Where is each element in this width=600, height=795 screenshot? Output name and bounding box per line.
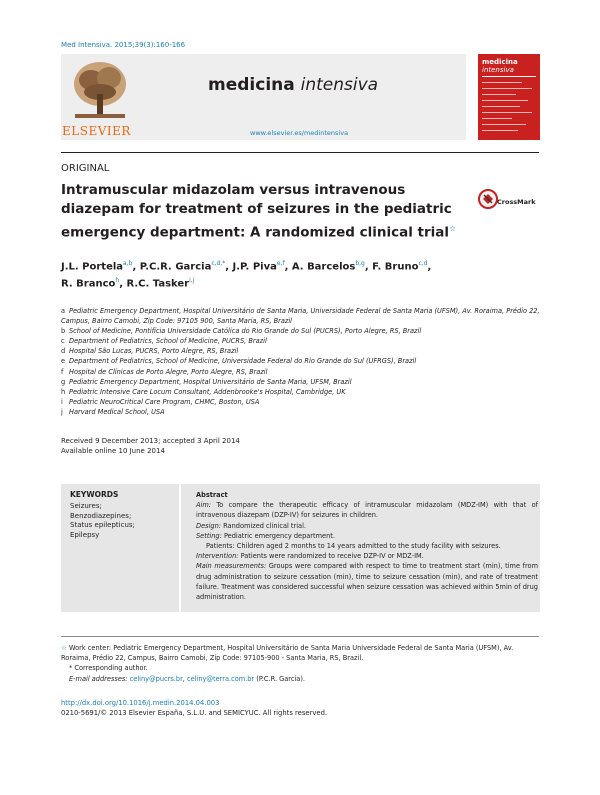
affiliation-text: Pediatric Intensive Care Locum Consultant, Addenbrooke's Hospital, Cambridge, UK [69, 387, 346, 396]
abstract-patients: Patients: Children aged 2 months to 14 years admitted to the study facility with seizures. [206, 542, 501, 551]
email-separator: , [182, 674, 187, 683]
author-separator: , [284, 261, 292, 273]
affiliation-text: Harvard Medical School, USA [69, 407, 165, 416]
work-center-text: Work center: Pediatric Emergency Department, Hospital Universitário de Santa Maria Universidade Federal de Santa Maria (UFSM), Av. Roraima, Prédio 22, Campus, Bairro Camobi, Zip Code: 97105-900 - Santa Maria, RS, Brazil. [61, 644, 514, 663]
keyword-item: Epilepsy [70, 530, 100, 539]
author-separator: , [225, 261, 233, 273]
design-label: Design: [196, 521, 221, 530]
journal-citation: Med Intensiva. 2015;39(3):160-166 [61, 41, 186, 49]
author-affiliation-mark[interactable]: b,g [355, 260, 365, 267]
cover-title-line1: medicina [482, 58, 518, 66]
author-name: R. Branco [61, 278, 116, 290]
online-date: Available online 10 June 2014 [61, 447, 165, 455]
journal-url-link[interactable]: www.elsevier.es/medintensiva [250, 129, 349, 137]
author-affiliation-mark[interactable]: i,j [189, 277, 195, 285]
setting-label: Setting: [196, 531, 222, 540]
cover-rule [482, 76, 536, 77]
cover-title [482, 58, 518, 74]
email-note [61, 674, 541, 684]
journal-title-bold: medicina [208, 75, 301, 95]
work-center-note [61, 643, 541, 663]
cover-title-line2: intensiva [482, 66, 514, 74]
author-affiliation-mark[interactable]: c,d,* [211, 260, 226, 267]
journal-title [208, 75, 378, 95]
abstract-heading: Abstract [196, 491, 228, 499]
affiliation-text: Pediatric NeuroCritical Care Program, CHMC, Boston, USA [69, 397, 260, 406]
affiliation-item [61, 326, 541, 336]
intervention-label: Intervention: [196, 552, 239, 561]
affiliation-item [61, 356, 541, 366]
author-name: J.L. Portela [61, 261, 124, 273]
affiliation-text: Pediatric Emergency Department, Hospital Universitário de Santa Maria, UFSM, Brazil [69, 377, 352, 386]
footnote-divider [61, 636, 539, 637]
article-dates [61, 436, 240, 456]
affiliation-label: i [61, 397, 63, 406]
affiliation-text: Hospital de Clínicas de Porto Alegre, Porto Alegre, RS, Brazil [69, 367, 268, 376]
author-affiliation-mark[interactable]: c,d [418, 260, 428, 267]
author-affiliation-mark[interactable]: h [115, 277, 120, 285]
abstract-aim [196, 500, 538, 520]
crossmark-label[interactable]: CrossMark [497, 198, 536, 206]
author-name: A. Barcelos [291, 261, 356, 273]
affiliation-item [61, 407, 541, 417]
email-tail: (P.C.R. Garcia). [254, 674, 306, 683]
author-name: J.P. Piva [232, 261, 277, 273]
keywords-list [70, 502, 135, 540]
abstract-intervention [196, 551, 538, 561]
affiliation-text: School of Medicine, Pontifícia Universidade Católica do Rio Grande do Sul (PUCRS), Porto Alegre, RS, Brazil [69, 327, 422, 336]
abstract-measurements [196, 561, 538, 602]
author-name: R.C. Tasker [126, 278, 190, 290]
design-text: Randomized clinical trial. [221, 521, 307, 530]
article-title [61, 181, 461, 243]
author-separator: , [364, 261, 373, 273]
aim-text: To compare the therapeutic efficacy of intramuscular midazolam (MDZ-IM) with that of intravenous diazepam (DZP-IV) for seizures in children. [196, 501, 538, 520]
measurements-label: Main measurements: [196, 562, 267, 571]
affiliation-item [61, 306, 541, 326]
affiliation-item [61, 346, 541, 356]
keyword-item: Seizures; [70, 502, 102, 510]
email-link-1[interactable]: celiny@pucrs.br [129, 674, 183, 683]
affiliation-text: Hospital São Lucas, PUCRS, Porto Alegre, RS, Brazil [69, 347, 239, 356]
affiliation-label: b [61, 327, 66, 336]
affiliation-item [61, 367, 541, 377]
author-separator: , [132, 261, 140, 273]
affiliation-label: h [61, 387, 66, 396]
keyword-item: Benzodiazepines; [70, 511, 132, 520]
affiliation-label: a [61, 307, 66, 315]
intervention-text: Patients were randomized to receive DZP-IV or MDZ-IM. [238, 552, 424, 561]
copyright-line: 0210-5691/© 2013 Elsevier España, S.L.U. and SEMICYUC. All rights reserved. [61, 709, 328, 717]
email-link-2[interactable]: celiny@terra.com.br [187, 674, 255, 683]
setting-text: Pediatric emergency department. [221, 531, 335, 540]
abstract-design [196, 521, 538, 531]
author-separator: , [119, 278, 127, 290]
header-divider [61, 152, 539, 153]
keywords-heading: KEYWORDS [70, 490, 119, 499]
measurements-text: Groups were compared with respect to time to treatment start (min), time from drug administration to seizure cessation (min), time to seizure cessation (min), and rate of treatment failure. Treatment was considered successful when seizure cessation was achieved within 5min of drug administration. [196, 562, 538, 602]
affiliation-list [61, 306, 541, 417]
doi-link[interactable]: http://dx.doi.org/10.1016/j.medin.2014.04.003 [61, 699, 220, 707]
aim-label: Aim: [196, 501, 211, 510]
author-separator: , [427, 261, 432, 273]
affiliation-item [61, 377, 541, 387]
work-center-mark: ☆ [61, 644, 67, 652]
corresponding-note: * Corresponding author. [69, 664, 148, 673]
author-list [61, 257, 481, 292]
keyword-item: Status epilepticus; [70, 521, 135, 530]
affiliation-label: c [61, 337, 65, 346]
affiliation-text: Department of Pediatrics, School of Medicine, PUCRS, Brazil [69, 337, 267, 346]
affiliation-label: d [61, 347, 66, 356]
affiliation-item [61, 397, 541, 407]
affiliation-text: Department of Pediatrics, School of Medicine, Universidade Federal do Rio Grande do Sul (UFRGS), Brazil [69, 357, 417, 366]
footnotes [61, 643, 541, 684]
affiliation-item [61, 336, 541, 346]
author-affiliation-mark[interactable]: a,b [123, 260, 133, 267]
affiliation-item [61, 387, 541, 397]
affiliation-text: Pediatric Emergency Department, Hospital Universitário de Santa Maria, Universidade Federal de Santa Maria (UFSM), Av. Roraima, Prédio 22, Campus, Bairro Camobi, Zip Code: 97105 900, Santa Maria, RS, Brazil [61, 307, 540, 326]
title-footnote-mark[interactable]: ☆ [449, 224, 457, 233]
abstract-setting [196, 531, 538, 541]
journal-title-italic: intensiva [300, 75, 379, 95]
author-name: P.C.R. Garcia [139, 261, 212, 273]
email-label: E-mail addresses: [69, 674, 130, 683]
article-title-text: Intramuscular midazolam versus intravenous diazepam for treatment of seizures in the pediatric emergency department: A randomized clinical trial [61, 182, 452, 241]
author-affiliation-mark[interactable]: e,f [276, 260, 285, 267]
elsevier-wordmark: ELSEVIER [62, 124, 131, 138]
abstract [196, 490, 538, 602]
received-date: Received 9 December 2013; accepted 3 April 2014 [61, 437, 240, 445]
affiliation-label: f [61, 367, 64, 376]
affiliation-label: j [61, 407, 63, 416]
affiliation-label: g [61, 377, 66, 386]
section-label: ORIGINAL [61, 163, 110, 174]
affiliation-label: e [61, 357, 66, 366]
author-name: F. Bruno [372, 261, 419, 273]
